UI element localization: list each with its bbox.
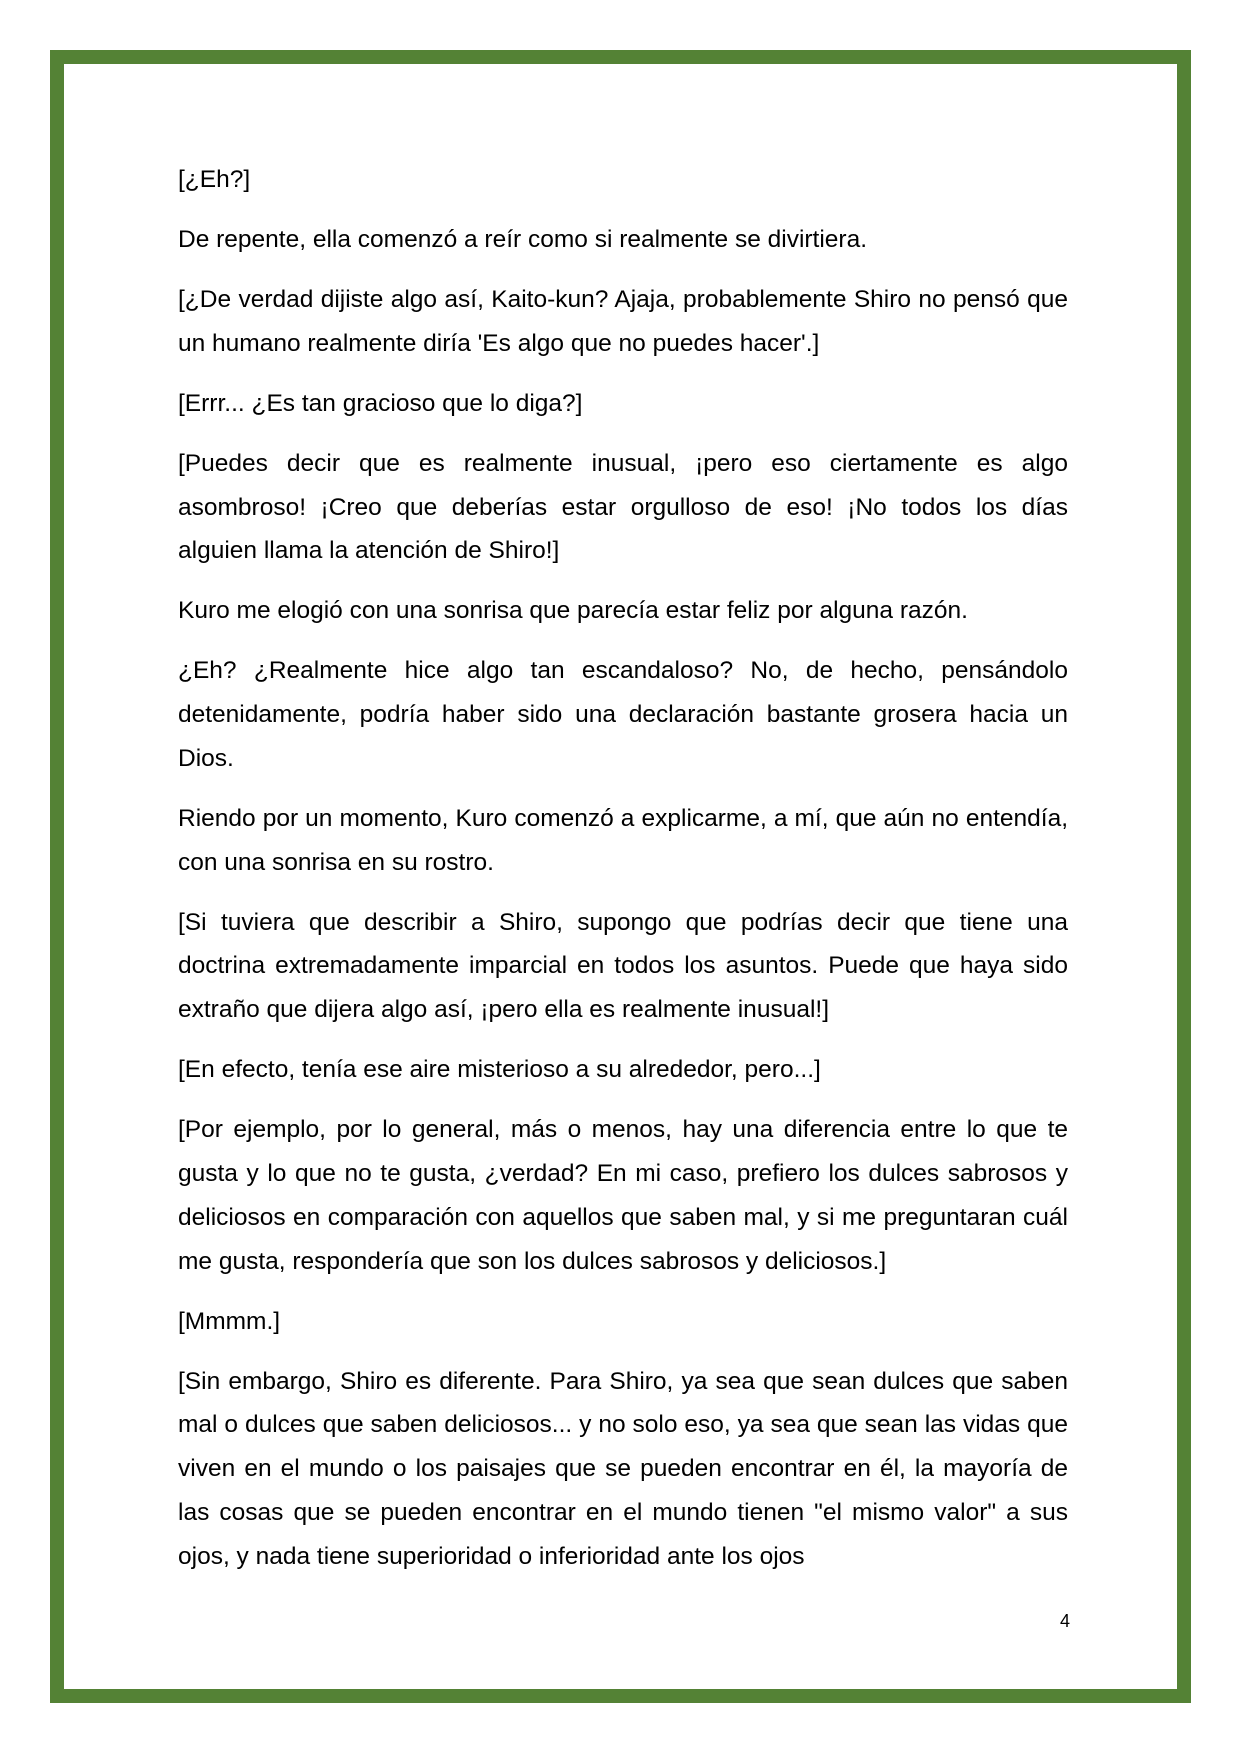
paragraph: [Sin embargo, Shiro es diferente. Para Shiro, ya sea que sean dulces que saben mal o dulces que saben deliciosos... y no solo eso, ya sea que sean las vidas que viven en el mundo o los paisajes que se pueden encontrar en él, la mayoría de las cosas que se pueden encontrar en el mundo tienen "el mismo valor" a sus ojos, y nada tiene superioridad o inferioridad ante los ojos — [178, 1367, 1068, 1570]
document-body — [178, 158, 1068, 1595]
paragraph: Riendo por un momento, Kuro comenzó a explicarme, a mí, que aún no entendía, con una sonrisa en su rostro. — [178, 804, 1068, 876]
paragraph: [¿Eh?] — [178, 166, 251, 193]
paragraph: [Por ejemplo, por lo general, más o menos, hay una diferencia entre lo que te gusta y lo que no te gusta, ¿verdad? En mi caso, prefiero los dulces sabrosos y deliciosos en comparación con aquellos que saben mal, y si me preguntaran cuál me gusta, respondería que son los dulces sabrosos y deliciosos.] — [178, 1116, 1068, 1275]
paragraph: Kuro me elogió con una sonrisa que parecía estar feliz por alguna razón. — [178, 597, 968, 625]
page-number: 4 — [1059, 1611, 1070, 1631]
paragraph: [Puedes decir que es realmente inusual, ¡pero eso ciertamente es algo asombroso! ¡Creo que deberías estar orgulloso de eso! ¡No todos los días alguien llama la atención de Shiro!] — [178, 449, 1068, 565]
paragraph: [¿De verdad dijiste algo así, Kaito-kun? Ajaja, probablemente Shiro no pensó que un humano realmente diría 'Es algo que no puedes hacer'.] — [178, 285, 1068, 357]
paragraph: [En efecto, tenía ese aire misterioso a su alrededor, pero...] — [178, 1056, 821, 1084]
paragraph: [Errr... ¿Es tan gracioso que lo diga?] — [178, 389, 583, 417]
paragraph: De repente, ella comenzó a reír como si realmente se divirtiera. — [178, 225, 868, 253]
paragraph: ¿Eh? ¿Realmente hice algo tan escandaloso? No, de hecho, pensándolo detenidamente, podría haber sido una declaración bastante grosera hacia un Dios. — [178, 657, 1068, 772]
paragraph: [Mmmm.] — [178, 1307, 281, 1335]
paragraph: [Si tuviera que describir a Shiro, supongo que podrías decir que tiene una doctrina extremadamente imparcial en todos los asuntos. Puede que haya sido extraño que dijera algo así, ¡pero ella es realmente inusual!] — [178, 908, 1068, 1024]
